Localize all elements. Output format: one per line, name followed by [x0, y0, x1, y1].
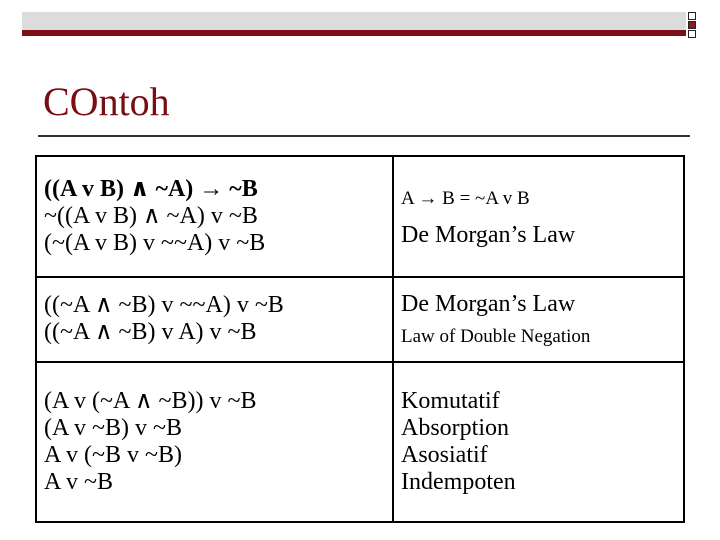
- table-row: [36, 362, 684, 522]
- reason-cell-top: [393, 156, 684, 277]
- proof-step: ((~A ∧ ~B) v A) v ~B: [44, 319, 257, 346]
- corner-square-2: [688, 21, 696, 29]
- proof-step: ~((A v B) ∧ ~A) v ~B: [44, 202, 258, 229]
- proof-step: ((A v B) ∧ ~A) → ~B: [44, 175, 258, 202]
- reason-text: Asosiatif: [401, 441, 488, 468]
- reason-text: Absorption: [401, 414, 509, 441]
- reason-cell-bottom: [393, 362, 684, 522]
- reason-text: Indempoten: [401, 469, 516, 495]
- proof-steps-cell: [36, 156, 393, 277]
- proof-step: A v ~B: [44, 469, 113, 495]
- proof-step-cell: [36, 277, 393, 362]
- proof-step: (A v ~B) v ~B: [44, 414, 182, 441]
- reason-text: De Morgan’s Law: [401, 221, 576, 248]
- table-row: [36, 277, 684, 362]
- reason-cell-mid: [393, 277, 684, 362]
- proof-step: ((~A ∧ ~B) v ~~A) v ~B: [44, 292, 284, 319]
- proof-step: (~(A v B) v ~~A) v ~B: [44, 229, 266, 256]
- proof-step-cell: [36, 362, 393, 522]
- reason-text: A → B = ~A v B: [401, 188, 530, 210]
- header-accent-line: [22, 30, 686, 36]
- reason-text: Komutatif: [401, 387, 500, 414]
- proof-step: A v (~B v ~B): [44, 441, 182, 468]
- corner-square-3: [688, 30, 696, 38]
- proof-step: (A v (~A ∧ ~B)) v ~B: [44, 387, 257, 414]
- proof-table: [35, 155, 685, 523]
- table-row: [36, 156, 684, 277]
- reason-text: Law of Double Negation: [401, 326, 591, 348]
- title-underline: [38, 135, 690, 137]
- corner-square-1: [688, 12, 696, 20]
- slide-title: COntoh: [43, 79, 170, 124]
- reason-text: De Morgan’s Law: [401, 291, 576, 318]
